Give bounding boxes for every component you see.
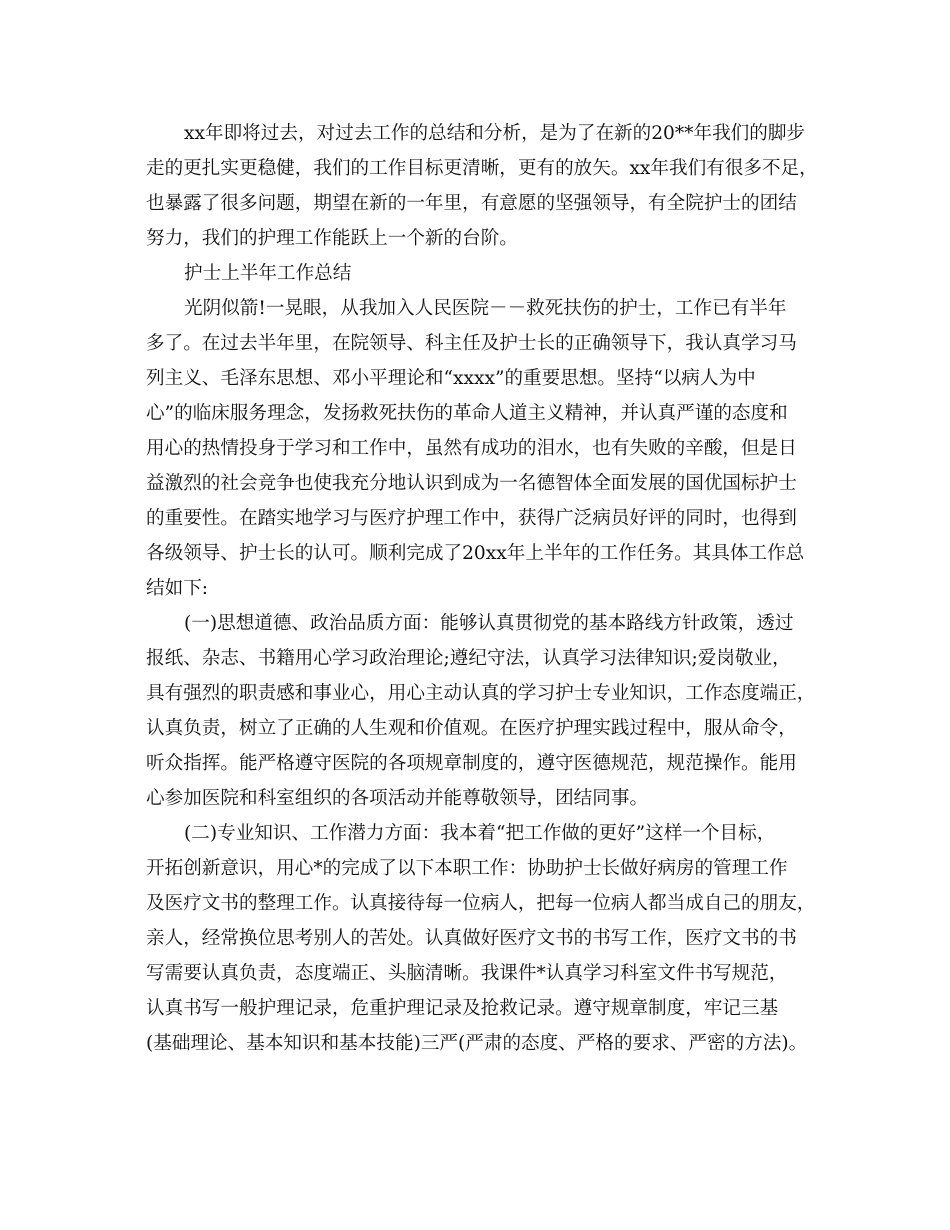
text-line: 具有强烈的职责感和事业心，用心主动认真的学习护士专业知识，工作态度端正， xyxy=(146,683,816,704)
text-line: 的重要性。在踏实地学习与医疗护理工作中，获得广泛病员好评的同时，也得到 xyxy=(146,508,797,529)
text-line: 多了。在过去半年里，在院领导、科主任及护士长的正确领导下，我认真学习马 xyxy=(146,333,797,354)
text-line: 认真书写一般护理记录，危重护理记录及抢救记录。遵守规章制度，牢记三基 xyxy=(146,998,779,1019)
text-line: 认真负责，树立了正确的人生观和价值观。在医疗护理实践过程中，服从命令， xyxy=(146,718,797,739)
text-line: 亲人，经常换位思考别人的苦处。认真做好医疗文书的书写工作，医疗文书的书 xyxy=(146,928,797,949)
text-line: 及医疗文书的整理工作。认真接待每一位病人，把每一位病人都当成自己的朋友， xyxy=(146,893,816,914)
text-line: (二)专业知识、工作潜力方面：我本着“把工作做的更好”这样一个目标， xyxy=(184,823,776,844)
text-line: 报纸、杂志、书籍用心学习政治理论;遵纪守法，认真学习法律知识;爱岗敬业， xyxy=(146,648,791,669)
text-line: xx年即将过去，对过去工作的总结和分析，是为了在新的20**年我们的脚步 xyxy=(184,123,806,144)
section-heading: 护士上半年工作总结 xyxy=(184,263,352,284)
text-line: 听众指挥。能严格遵守医院的各项规章制度的，遵守医德规范，规范操作。能用 xyxy=(146,753,797,774)
text-line: 益激烈的社会竞争也使我充分地认识到成为一名德智体全面发展的国优国标护士 xyxy=(146,473,797,494)
text-line: (基础理论、基本知识和基本技能)三严(严肃的态度、严格的要求、严密的方法)。 xyxy=(146,1033,808,1054)
text-line: 也暴露了很多问题，期望在新的一年里，有意愿的坚强领导，有全院护士的团结 xyxy=(146,193,797,214)
text-line: 心参加医院和科室组织的各项活动并能尊敬领导，团结同事。 xyxy=(146,788,649,809)
text-line: 努力，我们的护理工作能跃上一个新的台阶。 xyxy=(146,228,518,249)
text-line: (一)思想道德、政治品质方面：能够认真贯彻党的基本路线方针政策，透过 xyxy=(184,613,794,634)
text-line: 走的更扎实更稳健，我们的工作目标更清晰，更有的放矢。xx年我们有很多不足， xyxy=(146,158,818,179)
text-line: 光阴似箭!一晃眼，从我加入人民医院－－救死扶伤的护士，工作已有半年 xyxy=(184,298,787,319)
text-line: 各级领导、护士长的认可。顺利完成了20xx年上半年的工作任务。其具体工作总 xyxy=(146,543,805,564)
text-line: 结如下: xyxy=(146,578,209,599)
text-line: 写需要认真负责，态度端正、头脑清晰。我课件*认真学习科室文件书写规范， xyxy=(146,963,788,984)
text-line: 开拓创新意识，用心*的完成了以下本职工作：协助护士长做好病房的管理工作 xyxy=(146,858,788,879)
text-line: 用心的热情投身于学习和工作中，虽然有成功的泪水，也有失败的辛酸，但是日 xyxy=(146,438,797,459)
text-line: 列主义、毛泽东思想、邓小平理论和“xxxx”的重要思想。坚持“以病人为中 xyxy=(146,368,756,389)
text-line: 心”的临床服务理念，发扬救死扶伤的革命人道主义精神，并认真严谨的态度和 xyxy=(146,403,788,424)
